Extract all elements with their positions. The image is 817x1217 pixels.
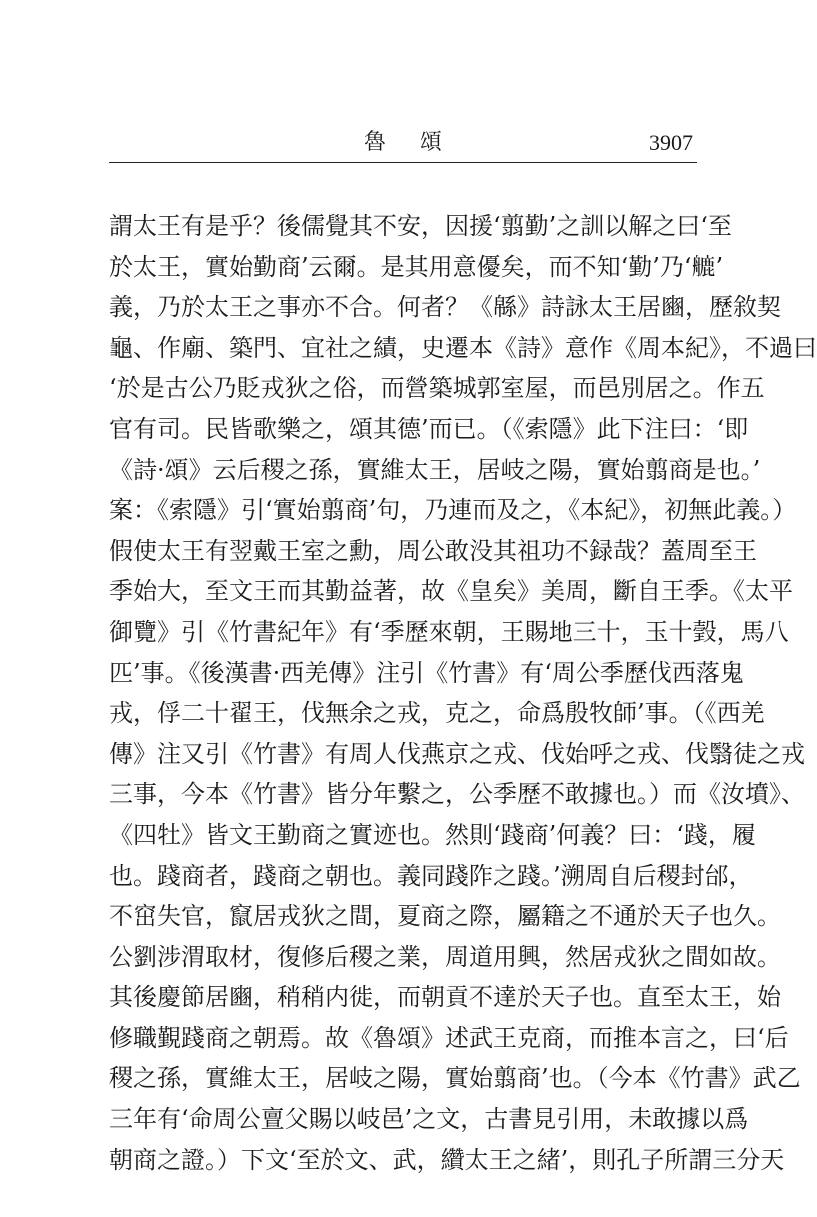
body-text — [109, 206, 817, 1180]
text-line: 也。踐商者，踐商之朝也。義同踐阼之踐。’溯周自后稷封邰， — [109, 861, 753, 890]
text-line: 傳》注又引《竹書》有周人伐燕京之戎、伐始呼之戎、伐翳徒之戎 — [109, 739, 805, 768]
text-line: 《詩·頌》云后稷之孫，實維太王，居岐之陽，實始翦商是也。’ — [109, 455, 761, 484]
text-line: 三年有‘命周公亶父賜以岐邑’之文，古書見引用，未敢據以爲 — [109, 1105, 749, 1134]
text-line: 朝商之證。）下文‘至於文、武，纘太王之緒’，則孔子所謂三分天 — [109, 1145, 785, 1174]
text-line: 季始大，至文王而其勤益著，故《皇矣》美周，斷自王季。《太平 — [109, 577, 793, 606]
text-line: 稷之孫，實維太王，居岐之陽，實始翦商’也。（今本《竹書》武乙 — [109, 1064, 801, 1093]
text-line: 其後慶節居豳，稍稍内徙，而朝貢不達於天子也。直至太王，始 — [109, 983, 781, 1012]
text-line: 不窋失官，竄居戎狄之間，夏商之際，屬籍之不通於天子也久。 — [109, 902, 781, 931]
text-line: 於太王，實始勤商’云爾。是其用意優矣，而不知‘勤’乃‘𦪇’ — [109, 252, 724, 281]
header-rule — [109, 162, 697, 163]
text-line: 御覽》引《竹書紀年》有‘季歷來朝，王賜地三十，玉十瑴，馬八 — [109, 617, 789, 646]
text-line: ‘於是古公乃貶戎狄之俗，而營築城郭室屋，而邑別居之。作五 — [109, 374, 765, 403]
running-title: 魯頌 — [363, 130, 476, 155]
text-line: 修職覲踐商之朝焉。故《魯頌》述武王克商，而推本言之，曰‘后 — [109, 1023, 789, 1052]
text-line: 義，乃於太王之事亦不合。何者？《緜》詩詠太王居豳，歷敘契 — [109, 293, 781, 322]
text-line: 謂太王有是乎？後儒覺其不安，因援‘翦勤’之訓以解之曰‘至 — [109, 212, 732, 240]
text-line: 案：《索隱》引‘實始翦商’句，乃連而及之，《本紀》，初無此義。） — [109, 496, 797, 525]
text-line: 假使太王有翌戴王室之勳，周公敢没其祖功不録哉？蓋周至王 — [109, 536, 757, 565]
text-line: 龜、作廟、築門、宜社之績，史遷本《詩》意作《周本紀》，不過曰 — [109, 333, 817, 362]
text-line: 戎，俘二十翟王，伐無余之戎，克之，命爲殷牧師’事。（《西羌 — [109, 699, 765, 728]
text-line: 匹’事。《後漢書·西羌傳》注引《竹書》有‘周公季歷伐西落鬼 — [109, 658, 744, 687]
page-number: 3907 — [649, 130, 693, 155]
text-line: 公劉涉渭取材，復修后稷之業，周道用興，然居戎狄之間如故。 — [109, 942, 781, 971]
page-header — [109, 122, 697, 162]
text-line: 《四牡》皆文王勤商之實迹也。然則‘踐商’何義？曰：‘踐，履 — [109, 820, 756, 849]
text-line: 三事，今本《竹書》皆分年繫之，公季歷不敢據也。）而《汝墳》、 — [109, 780, 805, 809]
text-line: 官有司。民皆歌樂之，頌其德’而已。（《索隱》此下注曰：‘即 — [109, 414, 749, 443]
